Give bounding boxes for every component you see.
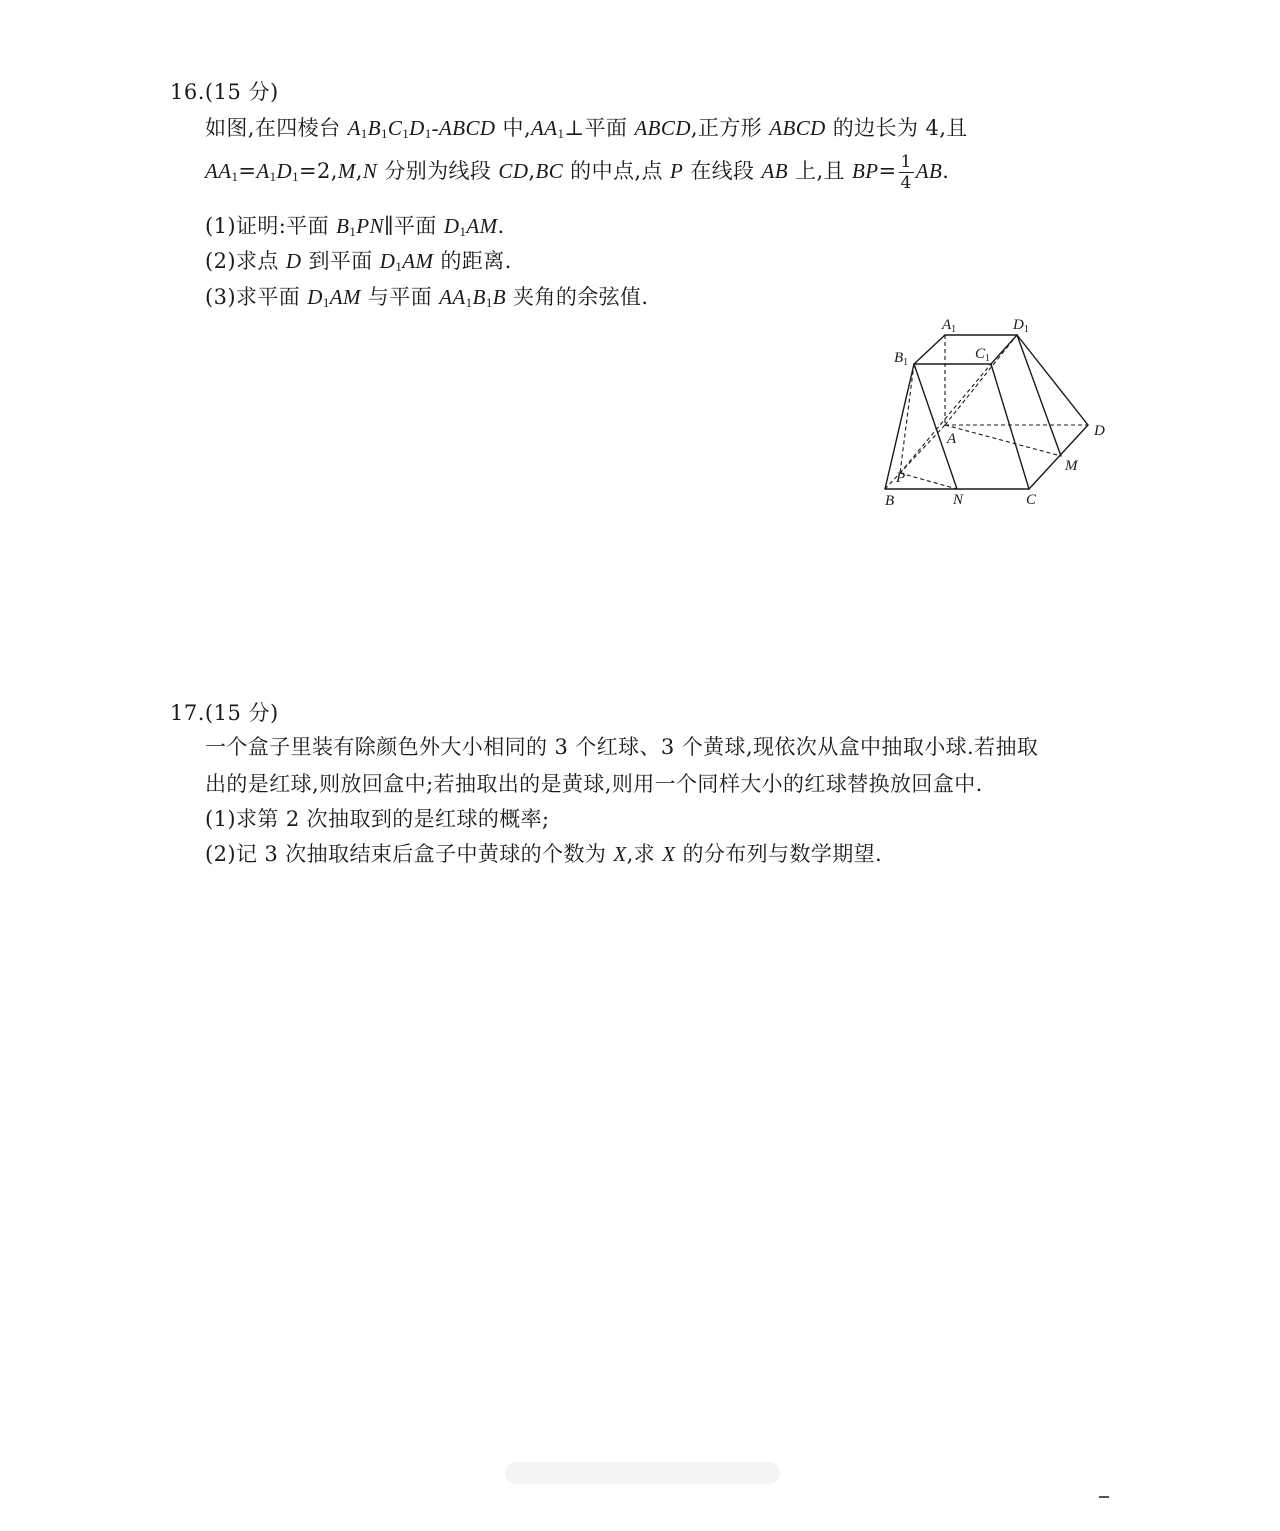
math-d1am: $D_1AM$ [379,249,434,274]
part-text: 到平面 [301,249,380,273]
stem-text: ,正方形 [690,116,770,140]
edge-c1c [991,364,1029,489]
stem-text: 在线段 [683,159,762,183]
question-16-part-2 [205,245,512,275]
question-16-part-3 [205,281,649,311]
question-17-header [170,697,279,727]
label-c: C [1026,492,1037,508]
math-aa1b1b: $AA_1B_1B$ [439,285,506,310]
question-17-part-2 [205,838,882,868]
math-aa1-eq: $AA_1$ [205,159,239,184]
math-abcd: ABCD [634,116,691,140]
fraction-numerator: 1 [900,152,912,172]
line-pn-hidden [900,473,957,489]
question-16-header [170,76,279,106]
label-p: P [896,470,906,486]
math-frustum: $A_1B_1C_1D_1$-ABCD [347,116,496,141]
math-d1am: $D_1AM$ [443,214,498,239]
part-text: 的分布列与数学期望. [675,842,883,866]
part-text: (2)求点 [205,249,286,273]
label-b: B [885,493,895,509]
line-b1n [914,364,957,489]
stem-text: ⊥平面 [564,116,635,140]
edge-c1d1 [991,335,1017,364]
label-m: M [1065,458,1078,474]
question-17-part-1: (1)求第 2 次抽取到的是红球的概率; [205,807,550,831]
label-d: D [1094,423,1105,439]
part-text: ,求 [626,842,663,866]
part-text: 与平面 [360,285,440,309]
math-d1am: $D_1AM$ [307,285,361,310]
question-16-score: (15 分) [204,80,279,104]
question-17-stem-line-2: 出的是红球,则放回盒中;若抽取出的是黄球,则用一个同样大小的红球替换放回盒中. [205,772,983,796]
question-17-stem-line-1: 一个盒子里装有除颜色外大小相同的 3 个红球、3 个黄球,现依次从盒中抽取小球.若抽取 [205,735,1039,759]
edge-a1b1 [914,335,945,364]
part-text: 的距离. [433,249,512,273]
label-d1: $D_1$ [1013,317,1029,335]
line-am-hidden [945,425,1061,456]
math-cd: CD [498,159,529,183]
stem-text: 上,且 [788,159,853,183]
stem-text: =2, [299,159,338,183]
math-bc: BC [535,159,564,183]
math-abcd: ABCD [769,116,826,140]
stem-text: 分别为线段 [377,159,499,183]
fraction-one-quarter [899,152,914,193]
part-text: ∥平面 [383,214,444,238]
stem-text: 中, [495,116,532,140]
question-16-part-1: (1)证明:平面 $B_1PN\parallel$平面 $D_1AM$. [205,214,505,239]
edge-ab-hidden [885,425,945,489]
label-a: A [947,431,957,447]
part-text: (2)记 3 次抽取结束后盒子中黄球的个数为 [205,842,614,866]
math-p: P [669,159,684,183]
math-ab: AB [915,159,943,183]
frustum-figure [878,312,1118,512]
footer-watermark [505,1462,780,1484]
label-a1: $A_1$ [942,317,957,335]
math-aa1: $AA_1$ [531,116,565,141]
footer-mark [1099,1496,1109,1498]
stem-text: 的边长为 4,且 [825,116,968,140]
math-b1pn: $B_1PN$ [336,214,384,239]
math-d: D [285,249,302,273]
fraction-denominator: 4 [900,173,912,193]
math-n: N [362,159,378,183]
edge-d1d [1017,335,1088,425]
question-17-number: 17. [170,701,205,725]
math-x: X [613,842,627,866]
label-n: N [953,492,964,508]
line-d1m [1017,335,1061,456]
stem-text: 的中点,点 [563,159,670,183]
math-mn: M [337,159,356,183]
stem-text: 如图,在四棱台 [205,116,348,140]
question-16-stem-line-2: $AA_1=A_1D_1=2,M,N$ 分别为线段 CD,BC 的中点,点 P 在线段 AB 上,且 BP= $\frac{1}{4}$ AB. [205,152,950,193]
label-b1: $B_1$ [894,350,909,368]
label-c1: $C_1$ [975,346,991,364]
question-16-stem-line-1 [205,112,968,142]
math-ab: AB [761,159,788,183]
math-bp: BP [852,159,879,183]
question-17-score: (15 分) [204,701,279,725]
line-b1p-hidden [900,364,914,473]
math-a1d1: $A_1D_1$ [256,159,299,184]
part-text: (1)证明:平面 [205,214,337,238]
question-16-number: 16. [170,80,205,104]
part-text: 夹角的余弦值. [505,285,649,309]
math-x: X [662,842,676,866]
edge-cd [1029,425,1088,489]
part-text: (3)求平面 [205,285,308,309]
